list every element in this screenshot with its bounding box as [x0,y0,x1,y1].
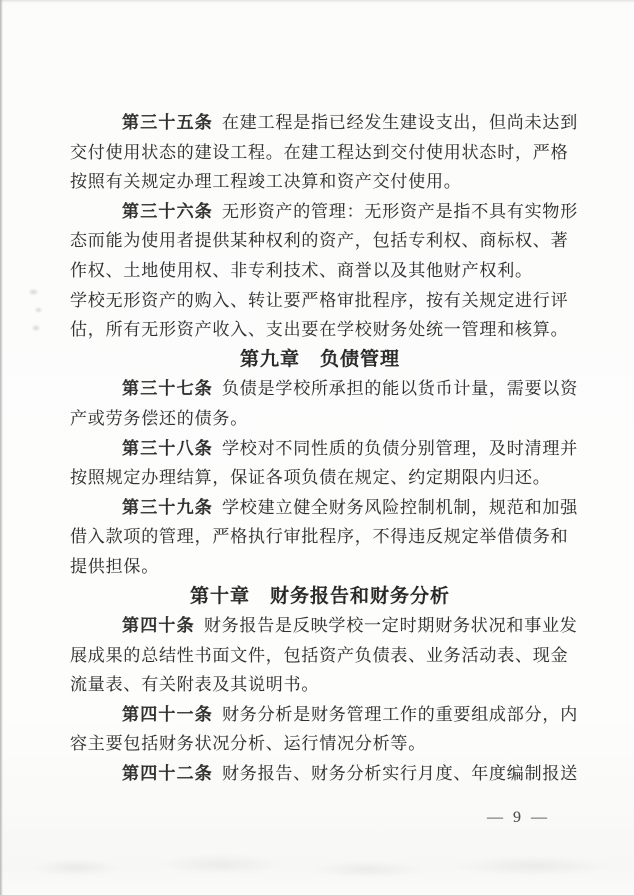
line-text: 学校无形资产的购入、转让要严格审批程序，按有关规定进行评 [70,290,569,310]
article-number: 第四十条 [122,616,195,636]
document-line [70,197,578,227]
scan-edge-top [0,0,634,3]
article-number: 第四十二条 [122,764,213,784]
document-line [70,167,570,197]
document-body [70,108,578,789]
article-number: 第四十一条 [122,704,213,724]
document-line [70,759,578,789]
line-text: 学校建立健全财务风险控制机制，规范和加强 [222,497,578,517]
document-line [70,434,578,464]
article-number: 第三十九条 [122,497,213,517]
scan-smudge [36,308,41,312]
line-text: 流量表、有关附表及其说明书。 [70,675,320,695]
article-number: 第三十六条 [122,201,213,221]
document-line [70,138,570,168]
line-text: 财务报告是反映学校一定时期财务状况和事业发 [203,616,578,636]
document-line [70,700,578,730]
line-text: 作权、土地使用权、非专利技术、商誉以及其他财产权利。 [70,260,533,280]
document-line [70,729,570,759]
scan-smudge [30,290,37,294]
line-text: 学校对不同性质的负债分别管理，及时清理并 [222,438,578,458]
article-number: 第三十八条 [122,438,213,458]
document-line [70,641,570,671]
scan-edge-left [0,0,3,895]
line-text: 借入款项的管理，严格执行审批程序，不得违反规定举借债务和 [70,527,569,547]
document-line [70,552,570,582]
line-text: 按照有关规定办理工程竣工决算和资产交付使用。 [70,172,462,192]
line-text: 在建工程是指已经发生建设支出，但尚未达到 [222,113,578,132]
article-number: 第三十七条 [122,379,213,399]
document-line [70,670,570,700]
line-text: 提供担保。 [70,556,159,576]
scan-noise-band [0,849,634,883]
document-line [70,256,570,286]
line-text: 财务报告、财务分析实行月度、年度编制报送 [222,764,578,784]
document-line [70,226,570,256]
line-text: 产或劳务偿还的债务。 [70,408,248,428]
line-text: 展成果的总结性书面文件，包括资产负债表、业务活动表、现金 [70,645,569,665]
line-text: 容主要包括财务状况分析、运行情况分析等。 [70,734,426,754]
line-text: 财务分析是财务管理工作的重要组成部分，内 [222,704,578,724]
line-text: 交付使用状态的建设工程。在建工程达到交付使用状态时，严格 [70,142,569,162]
document-line [70,611,578,641]
page-number: — 9 — [487,809,550,826]
line-text: 按照规定办理结算，保证各项负债在规定、约定期限内归还。 [70,468,551,488]
document-line [70,286,570,316]
document-line [70,463,570,493]
chapter-heading: 第九章 负债管理 [239,348,400,370]
document-line [70,315,570,345]
document-line [70,404,570,434]
line-text: 态而能为使用者提供某种权利的资产，包括专利权、商标权、著 [70,231,569,251]
article-number: 第三十五条 [122,113,213,132]
scan-smudge [33,326,39,330]
document-line [70,108,578,138]
document-line [70,522,570,552]
chapter-heading: 第十章 财务报告和财务分析 [189,585,450,607]
document-line [70,374,578,404]
line-text: 无形资产的管理：无形资产是指不具有实物形 [222,201,578,221]
document-line [70,493,578,523]
line-text: 负债是学校所承担的能以货币计量，需要以资 [222,379,578,399]
line-text: 估，所有无形资产收入、支出要在学校财务处统一管理和核算。 [70,320,569,340]
